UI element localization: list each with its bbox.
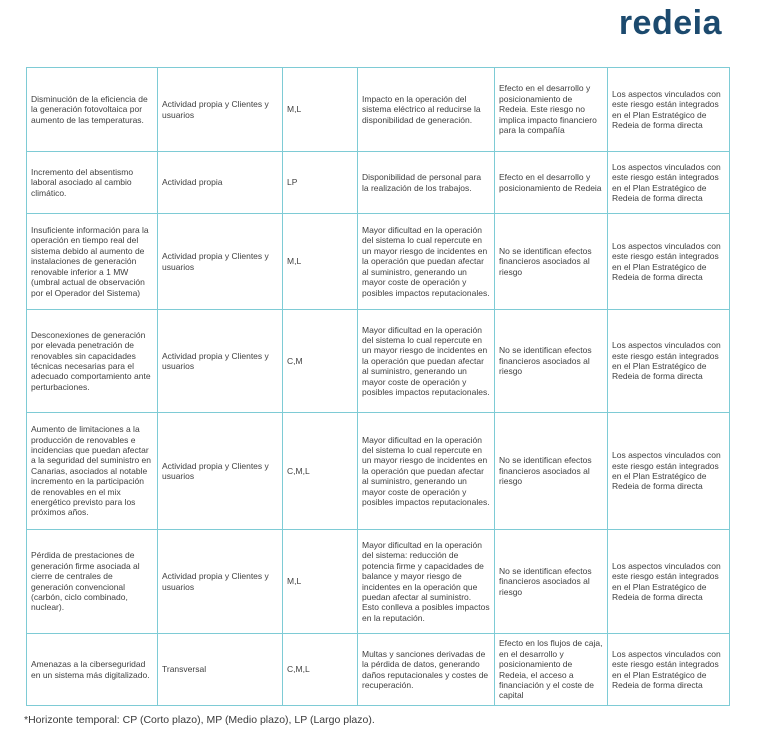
time-horizon: C,M — [283, 310, 358, 413]
strategy-integration: Los aspectos vinculados con este riesgo están integrados en el Plan Estratégico de Redeia de forma directa — [608, 68, 730, 152]
risk-impact: Mayor dificultad en la operación del sistema lo cual repercute en un mayor riesgo de incidentes en la operación que puedan afectar al suministro, generando un mayor coste de operación y posibles impactos reputacionales. — [358, 310, 495, 413]
risk-scope: Transversal — [158, 634, 283, 706]
risk-impact: Impacto en la operación del sistema eléctrico al reducirse la disponibilidad de generación. — [358, 68, 495, 152]
table-row — [27, 310, 730, 413]
strategy-integration: Los aspectos vinculados con este riesgo están integrados en el Plan Estratégico de Redeia de forma directa — [608, 634, 730, 706]
strategy-integration: Los aspectos vinculados con este riesgo están integrados en el Plan Estratégico de Redeia de forma directa — [608, 413, 730, 530]
table-row — [27, 530, 730, 634]
risk-scope: Actividad propia y Clientes y usuarios — [158, 68, 283, 152]
risk-description: Disminución de la eficiencia de la generación fotovoltaica por aumento de las temperaturas. — [27, 68, 158, 152]
risk-scope: Actividad propia — [158, 152, 283, 214]
financial-effect: Efecto en el desarrollo y posicionamiento de Redeia. Este riesgo no implica impacto financiero para la compañía — [495, 68, 608, 152]
strategy-integration: Los aspectos vinculados con este riesgo están integrados en el Plan Estratégico de Redeia de forma directa — [608, 214, 730, 310]
risk-scope: Actividad propia y Clientes y usuarios — [158, 214, 283, 310]
risk-scope: Actividad propia y Clientes y usuarios — [158, 530, 283, 634]
time-horizon: C,M,L — [283, 634, 358, 706]
table-row — [27, 68, 730, 152]
risk-description: Pérdida de prestaciones de generación firme asociada al cierre de centrales de generación convencional (carbón, ciclo combinado, nuclear). — [27, 530, 158, 634]
risk-description: Incremento del absentismo laboral asociado al cambio climático. — [27, 152, 158, 214]
risk-impact: Mayor dificultad en la operación del sistema: reducción de potencia firme y capacidades de balance y mayor riesgo de incidentes en la operación que puedan afectar al suministro. Esto conlleva a posibles impactos en la reputación. — [358, 530, 495, 634]
risk-scope: Actividad propia y Clientes y usuarios — [158, 413, 283, 530]
risk-description: Amenazas a la ciberseguridad en un sistema más digitalizado. — [27, 634, 158, 706]
time-horizon: C,M,L — [283, 413, 358, 530]
financial-effect: Efecto en los flujos de caja, en el desarrollo y posicionamiento de Redeia, el acceso a financiación y el coste de capital — [495, 634, 608, 706]
table-row — [27, 634, 730, 706]
risk-description: Insuficiente información para la operación en tiempo real del sistema debido al aumento de instalaciones de generación renovable inferior a 1 MW (umbral actual de observación por el Operador del Sistema) — [27, 214, 158, 310]
table-row — [27, 152, 730, 214]
financial-effect: No se identifican efectos financieros asociados al riesgo — [495, 530, 608, 634]
time-horizon: M,L — [283, 68, 358, 152]
table-row — [27, 413, 730, 530]
time-horizon-footnote: *Horizonte temporal: CP (Corto plazo), MP (Medio plazo), LP (Largo plazo). — [24, 714, 375, 726]
financial-effect: No se identifican efectos financieros asociados al riesgo — [495, 310, 608, 413]
time-horizon: LP — [283, 152, 358, 214]
risk-description: Aumento de limitaciones a la producción de renovables e incidencias que puedan afectar a la seguridad del suministro en Canarias, asociados al notable incremento en la participación de renovables en el mix energético previsto para los próximos años. — [27, 413, 158, 530]
time-horizon: M,L — [283, 214, 358, 310]
financial-effect: No se identifican efectos financieros asociados al riesgo — [495, 214, 608, 310]
climate-risk-table — [26, 67, 730, 706]
table-row — [27, 214, 730, 310]
risk-impact: Mayor dificultad en la operación del sistema lo cual repercute en un mayor riesgo de incidentes en la operación que puedan afectar al suministro, generando un mayor coste de operación y posibles impactos reputacionales. — [358, 214, 495, 310]
risk-description: Desconexiones de generación por elevada penetración de renovables sin capacidades técnicas necesarias para el adecuado comportamiento ante perturbaciones. — [27, 310, 158, 413]
strategy-integration: Los aspectos vinculados con este riesgo están integrados en el Plan Estratégico de Redeia de forma directa — [608, 152, 730, 214]
risk-impact: Mayor dificultad en la operación del sistema lo cual repercute en un mayor riesgo de incidentes en la operación que puedan afectar al suministro, generando un mayor coste de operación y posibles impactos reputacionales. — [358, 413, 495, 530]
risk-scope: Actividad propia y Clientes y usuarios — [158, 310, 283, 413]
financial-effect: Efecto en el desarrollo y posicionamiento de Redeia — [495, 152, 608, 214]
risk-impact: Disponibilidad de personal para la realización de los trabajos. — [358, 152, 495, 214]
time-horizon: M,L — [283, 530, 358, 634]
risk-impact: Multas y sanciones derivadas de la pérdida de datos, generando daños reputacionales y costes de recuperación. — [358, 634, 495, 706]
strategy-integration: Los aspectos vinculados con este riesgo están integrados en el Plan Estratégico de Redeia de forma directa — [608, 530, 730, 634]
financial-effect: No se identifican efectos financieros asociados al riesgo — [495, 413, 608, 530]
strategy-integration: Los aspectos vinculados con este riesgo están integrados en el Plan Estratégico de Redeia de forma directa — [608, 310, 730, 413]
redeia-logo: redeia — [618, 4, 722, 42]
